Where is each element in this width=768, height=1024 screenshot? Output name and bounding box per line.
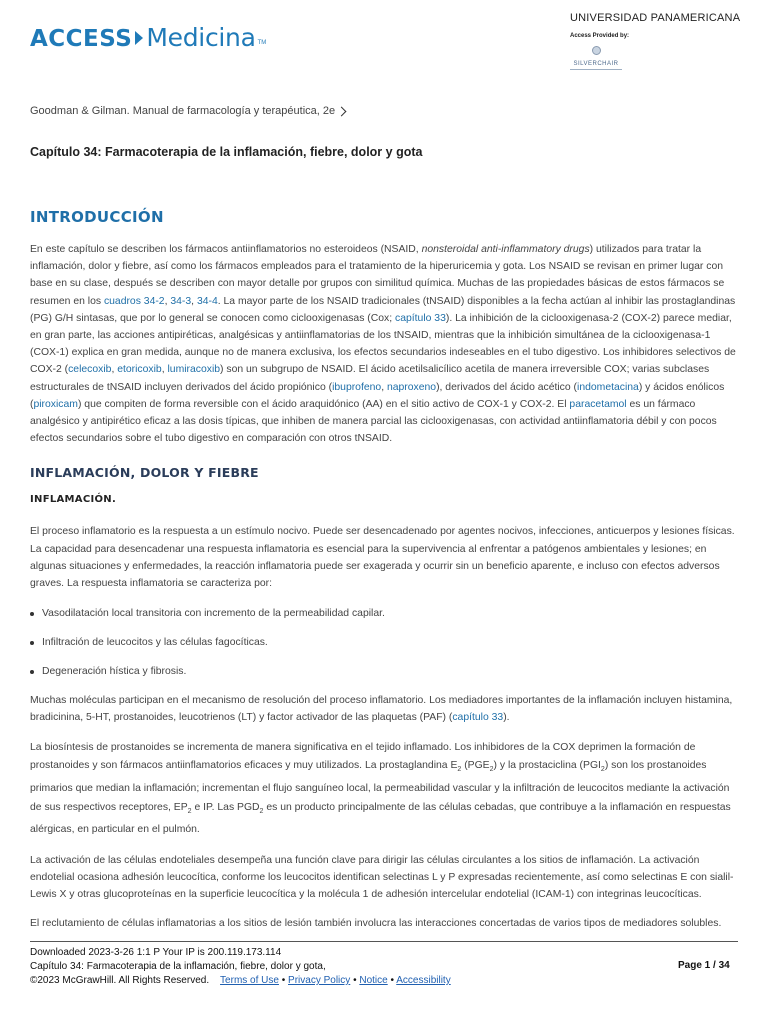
article-content [30,208,740,933]
logo-access-text: ACCESS [30,26,133,52]
footer [30,946,451,988]
intro-paragraph: En este capítulo se describen los fármacos antiinflamatorios no esteroideos (NSAID, nonsteroidal anti-inflammatory drugs) utilizados para tratar la inflamación, dolor y fiebre, así como los fármacos empleados para el tratamiento de la hiperuricemia y gota. Los NSAID se revisan en primer lugar con base en su clase, después se describen con mayor detalle por grupos con similitud química. Muchas de las propiedades básicas de estos fármacos se resumen en los cuadros 34-2, 34-3, 34-4. La mayor parte de los NSAID tradicionales (tNSAID) disponibles a la fecha actúan al inhibir las prostaglandinas (PG) G/H sintasas, que por lo general se conocen como ciclooxigenasas (Cox; capítulo 33). La inhibición de la ciclooxigenasa-2 (COX-2) parece mediar, en gran parte, las acciones antipiréticas, analgésicas y antiinflamatorias de los tNSAID, mientras que la inhibición simultánea de la ciclooxigenasa-1 (COX-1) explica en gran medida, aunque no de manera exclusiva, los efectos secundarios indeseables en el tubo digestivo. Los inhibidores selectivos de COX-2 (celecoxib, etoricoxib, lumiracoxib) son un subgrupo de NSAID. El ácido acetilsalicílico acetila de manera irreversible COX; varias subclases estructurales de tNSAID incluyen derivados del ácido propiónico (ibuprofeno, naproxeno), derivados del ácido acético (indometacina) y ácidos enólicos (piroxicam) que compiten de forma reversible con el ácido araquidónico (AA) en el sitio activo de COX-1 y COX-2. El paracetamol es un fármaco analgésico y antipirético eficaz a las dosis típicas, que inhiben de manera parcial las ciclooxigenasas, con actividad antiinflamatoria débil y con pocos efectos secundarios sobre el tubo digestivo en comparación con otros tNSAID. [30,244,736,445]
link-ibuprofeno[interactable]: ibuprofeno [332,381,382,393]
logo-arrow-icon [135,31,143,45]
chapter-title: Capítulo 34: Farmacoterapia de la inflamación, fiebre, dolor y gota [30,145,423,159]
link-paracetamol[interactable]: paracetamol [569,398,627,410]
link-etoricoxib[interactable]: etoricoxib [117,364,162,376]
link-capitulo-33-b[interactable]: capítulo 33 [452,712,504,724]
terms-of-use-link[interactable]: Terms of Use [220,975,279,986]
paragraph-endothelial: La activación de las células endoteliales desempeña una función clave para dirigir las células circulantes a los sitios de inflamación. La activación endotelial ocasiona adhesión leucocítica, conforme los leucocitos identifican selectinas L y P expresadas recientemente, así como selectinas E con sialil-Lewis X y otras glucoproteínas en la superficie leucocítica y la molécula 1 de adhesión intercelular endotelial (ICAM-1) con integrinas leucocíticas. [30,854,734,901]
silverchair-rule [570,69,622,70]
breadcrumb-book[interactable]: Goodman & Gilman. Manual de farmacología y terapéutica, 2e [30,105,336,117]
link-naproxeno[interactable]: naproxeno [386,381,437,393]
link-indometacina[interactable]: indometacina [577,381,639,393]
access-medicina-logo[interactable] [30,12,266,52]
logo-medicina-text: Medicina [146,23,256,52]
logo-trademark: TM [257,40,267,46]
globe-icon [592,46,601,55]
link-lumiracoxib[interactable]: lumiracoxib [167,364,221,376]
list-item: Degeneración hística y fibrosis. [30,663,740,680]
footer-chapter: Capítulo 34: Farmacoterapia de la inflamación, fiebre, dolor y gota, [30,961,326,972]
breadcrumb[interactable] [30,105,345,117]
link-celecoxib[interactable]: celecoxib [68,364,112,376]
page-number: Page 1 / 34 [678,960,730,971]
section-heading: INFLAMACIÓN, DOLOR Y FIEBRE [30,465,259,481]
paragraph-mediators: Muchas moléculas participan en el mecanismo de resolución del proceso inflamatorio. Los mediadores importantes de la inflamación incluyen histamina, bradicinina, 5-HT, prostanoides, leucotrienos (LT) y factor activador de las plaquetas (PAF) (capítulo 33). [30,695,733,724]
chevron-right-icon [337,106,347,116]
nsaid-english-term: nonsteroidal anti-inflammatory drugs [421,244,590,255]
link-cuadro-34-4[interactable]: 34-4 [196,295,218,307]
download-info: Downloaded 2023-3-26 1:1 P Your IP is 200.119.173.114 [30,947,282,958]
paragraph-inflammatory-process: El proceso inflamatorio es la respuesta a un estímulo nocivo. Puede ser desencadenado por agentes nocivos, infecciones, anticuerpos y lesiones físicas. La capacidad para desencadenar una respuesta inflamatoria es esencial para la supervivencia al enfrentar a patógenos ambientales y lesiones; en algunas situaciones y enfermedades, la reacción inflamatoria puede ser exagerada y ocurrir sin un beneficio aparente, e incluso con efectos adversos graves. La respuesta inflamatoria se caracteriza por: [30,526,735,590]
paragraph-prostanoids: La biosíntesis de prostanoides se incrementa de manera significativa en el tejido inflamado. Los inhibidores de la COX deprimen la formación de prostanoides y son fármacos antiinflamatorios eficaces y muy utilizados. La prostaglandina $E_2$ $(PGE_2)$ y la prostaciclina $(PGI_2)$ son los prostanoides primarios que median la inflamación; incrementan el flujo sanguíneo local, la permeabilidad vascular y la infiltración de leucocitos mediante la activación de sus respectivos receptores, $EP_2$ e IP. Las $PGD_2$ es un producto principalmente de las células cebadas, que contribuye a la inflamación en respuestas alérgicas, en particular en el pulmón. [30,741,731,836]
institution-name: UNIVERSIDAD PANAMERICANA [570,12,741,24]
link-piroxicam[interactable]: piroxicam [33,398,78,410]
silverchair-text: SILVERCHAIR [573,61,619,67]
subsection-heading: INFLAMACIÓN. [30,494,117,506]
bullet-list [30,605,740,680]
link-capitulo-33[interactable]: capítulo 33 [395,312,446,324]
link-cuadro-34-2[interactable]: cuadros 34-2 [103,295,165,307]
list-item: Infiltración de leucocitos y las células fagocíticas. [30,634,740,651]
copyright-text: ©2023 McGrawHill. All Rights Reserved. [30,975,210,986]
footer-divider [30,941,738,942]
notice-link[interactable]: Notice [359,975,388,986]
accessibility-link[interactable]: Accessibility [396,975,451,986]
provided-by-label: Access Provided by: [570,33,630,39]
privacy-policy-link[interactable]: Privacy Policy [288,975,351,986]
link-cuadro-34-3[interactable]: 34-3 [170,295,192,307]
silverchair-logo [570,42,622,70]
paragraph-recruitment: El reclutamiento de células inflamatorias a los sitios de lesión también involucra las interacciones concertadas de varios tipos de mediadores solubles. [30,918,722,930]
list-item: Vasodilatación local transitoria con incremento de la permeabilidad capilar. [30,605,740,622]
footer-copyright-line: ©2023 McGrawHill. All Rights Reserved. Terms of Use • Privacy Policy • Notice • Accessibility [30,975,451,986]
intro-heading: INTRODUCCIÓN [30,208,164,226]
